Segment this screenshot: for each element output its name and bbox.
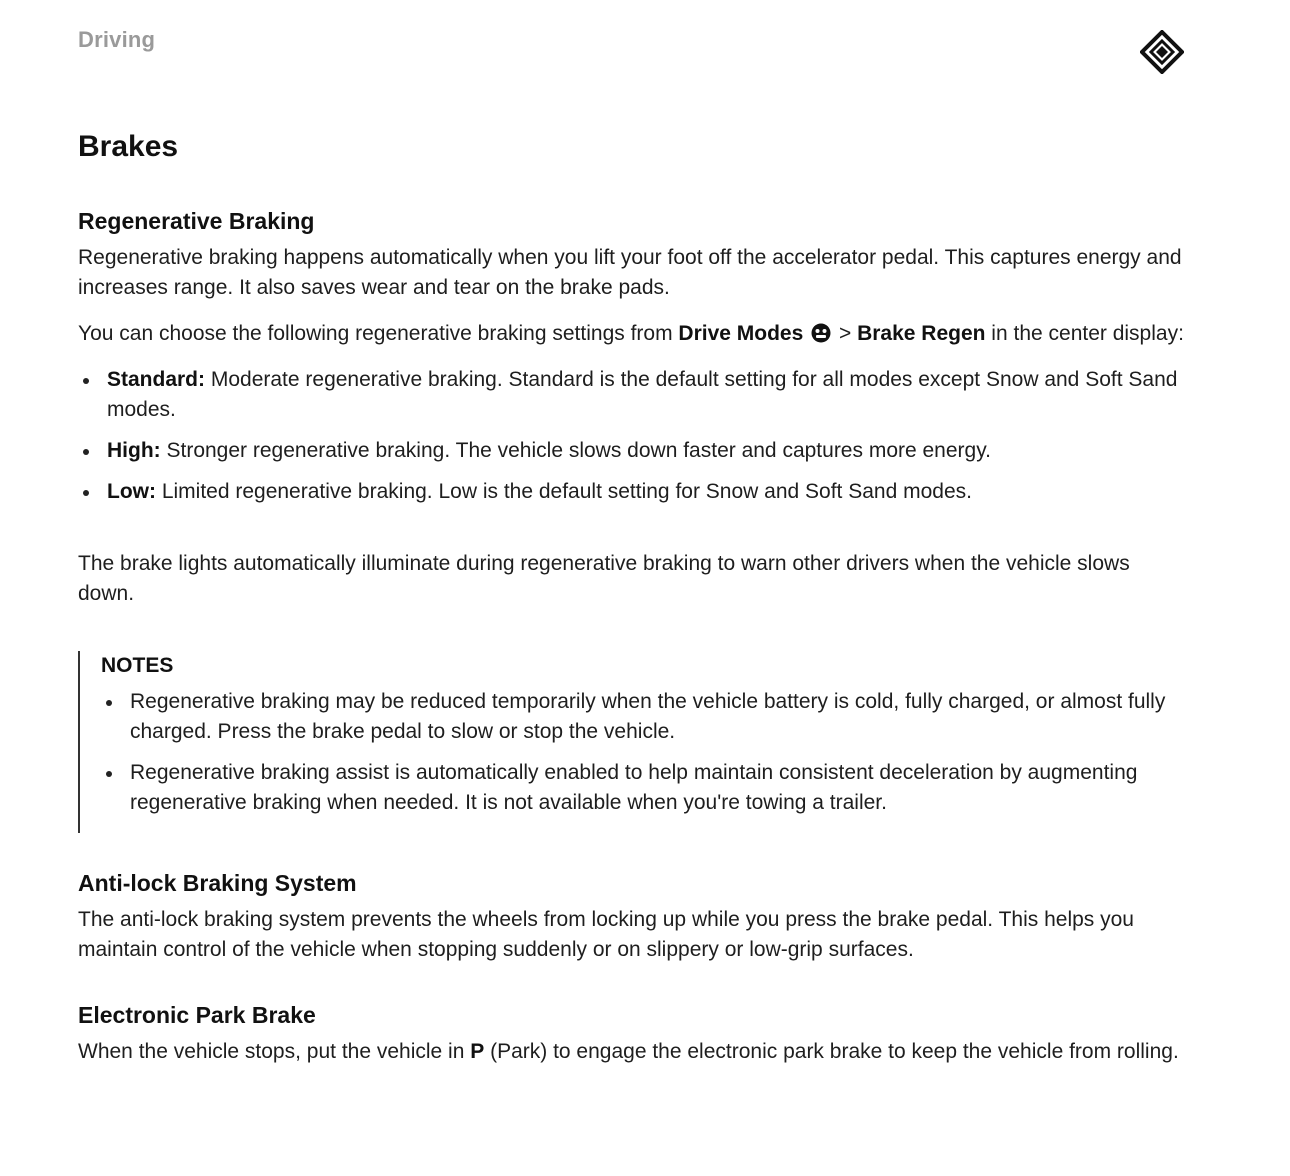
brake-lights-paragraph: The brake lights automatically illuminate during regenerative braking to warn other drivers when the vehicle slows down.: [78, 552, 1130, 605]
page-title: Brakes: [78, 130, 179, 163]
brake-regen-setting: Brake Regen: [857, 322, 986, 345]
list-item: High: Stronger regenerative braking. The vehicle slows down faster and captures more energy.: [78, 436, 1188, 466]
park-brake-heading: Electronic Park Brake: [78, 1002, 316, 1028]
list-item: Regenerative braking assist is automatically enabled to help maintain consistent deceleration by augmenting regenerative braking when needed. It is not available when you're towing a trailer.: [101, 758, 1188, 818]
regen-intro: Regenerative braking happens automatically when you lift your foot off the accelerator pedal. This captures energy and increases range. It also saves wear and tear on the brake pads.: [78, 246, 1182, 299]
drive-modes-menu: Drive Modes: [678, 322, 804, 345]
bullet-icon: [106, 771, 112, 777]
list-item: Low: Limited regenerative braking. Low is the default setting for Snow and Soft Sand modes.: [78, 477, 1188, 507]
bullet-icon: [83, 449, 89, 455]
abs-heading: Anti-lock Braking System: [78, 870, 357, 896]
rivian-compass-diamond-icon: [1140, 30, 1184, 74]
regen-options-list: [78, 365, 1188, 507]
regen-heading: Regenerative Braking: [78, 208, 315, 234]
main-content: [78, 205, 1188, 1067]
drive-modes-icon: [811, 323, 831, 343]
abs-paragraph: The anti-lock braking system prevents the wheels from locking up while you press the brake pedal. This helps you maintain control of the vehicle when stopping suddenly or on slippery or low-grip surfaces.: [78, 908, 1134, 961]
bullet-icon: [83, 378, 89, 384]
regen-choose-paragraph: You can choose the following regenerative braking settings from Drive Modes > Brake Regen in the center display:: [78, 322, 1184, 345]
notes-title: NOTES: [101, 654, 174, 677]
bullet-icon: [106, 700, 112, 706]
notes-callout: [78, 651, 1188, 833]
list-item: Regenerative braking may be reduced temporarily when the vehicle battery is cold, fully charged, or almost fully charged. Press the brake pedal to slow or stop the vehicle.: [101, 687, 1188, 747]
park-brake-paragraph: When the vehicle stops, put the vehicle in P (Park) to engage the electronic park brake to keep the vehicle from rolling.: [78, 1040, 1179, 1063]
list-item: Standard: Moderate regenerative braking. Standard is the default setting for all modes except Snow and Soft Sand modes.: [78, 365, 1188, 425]
notes-list: [101, 687, 1188, 818]
bullet-icon: [83, 490, 89, 496]
running-head-section: Driving: [78, 27, 156, 52]
